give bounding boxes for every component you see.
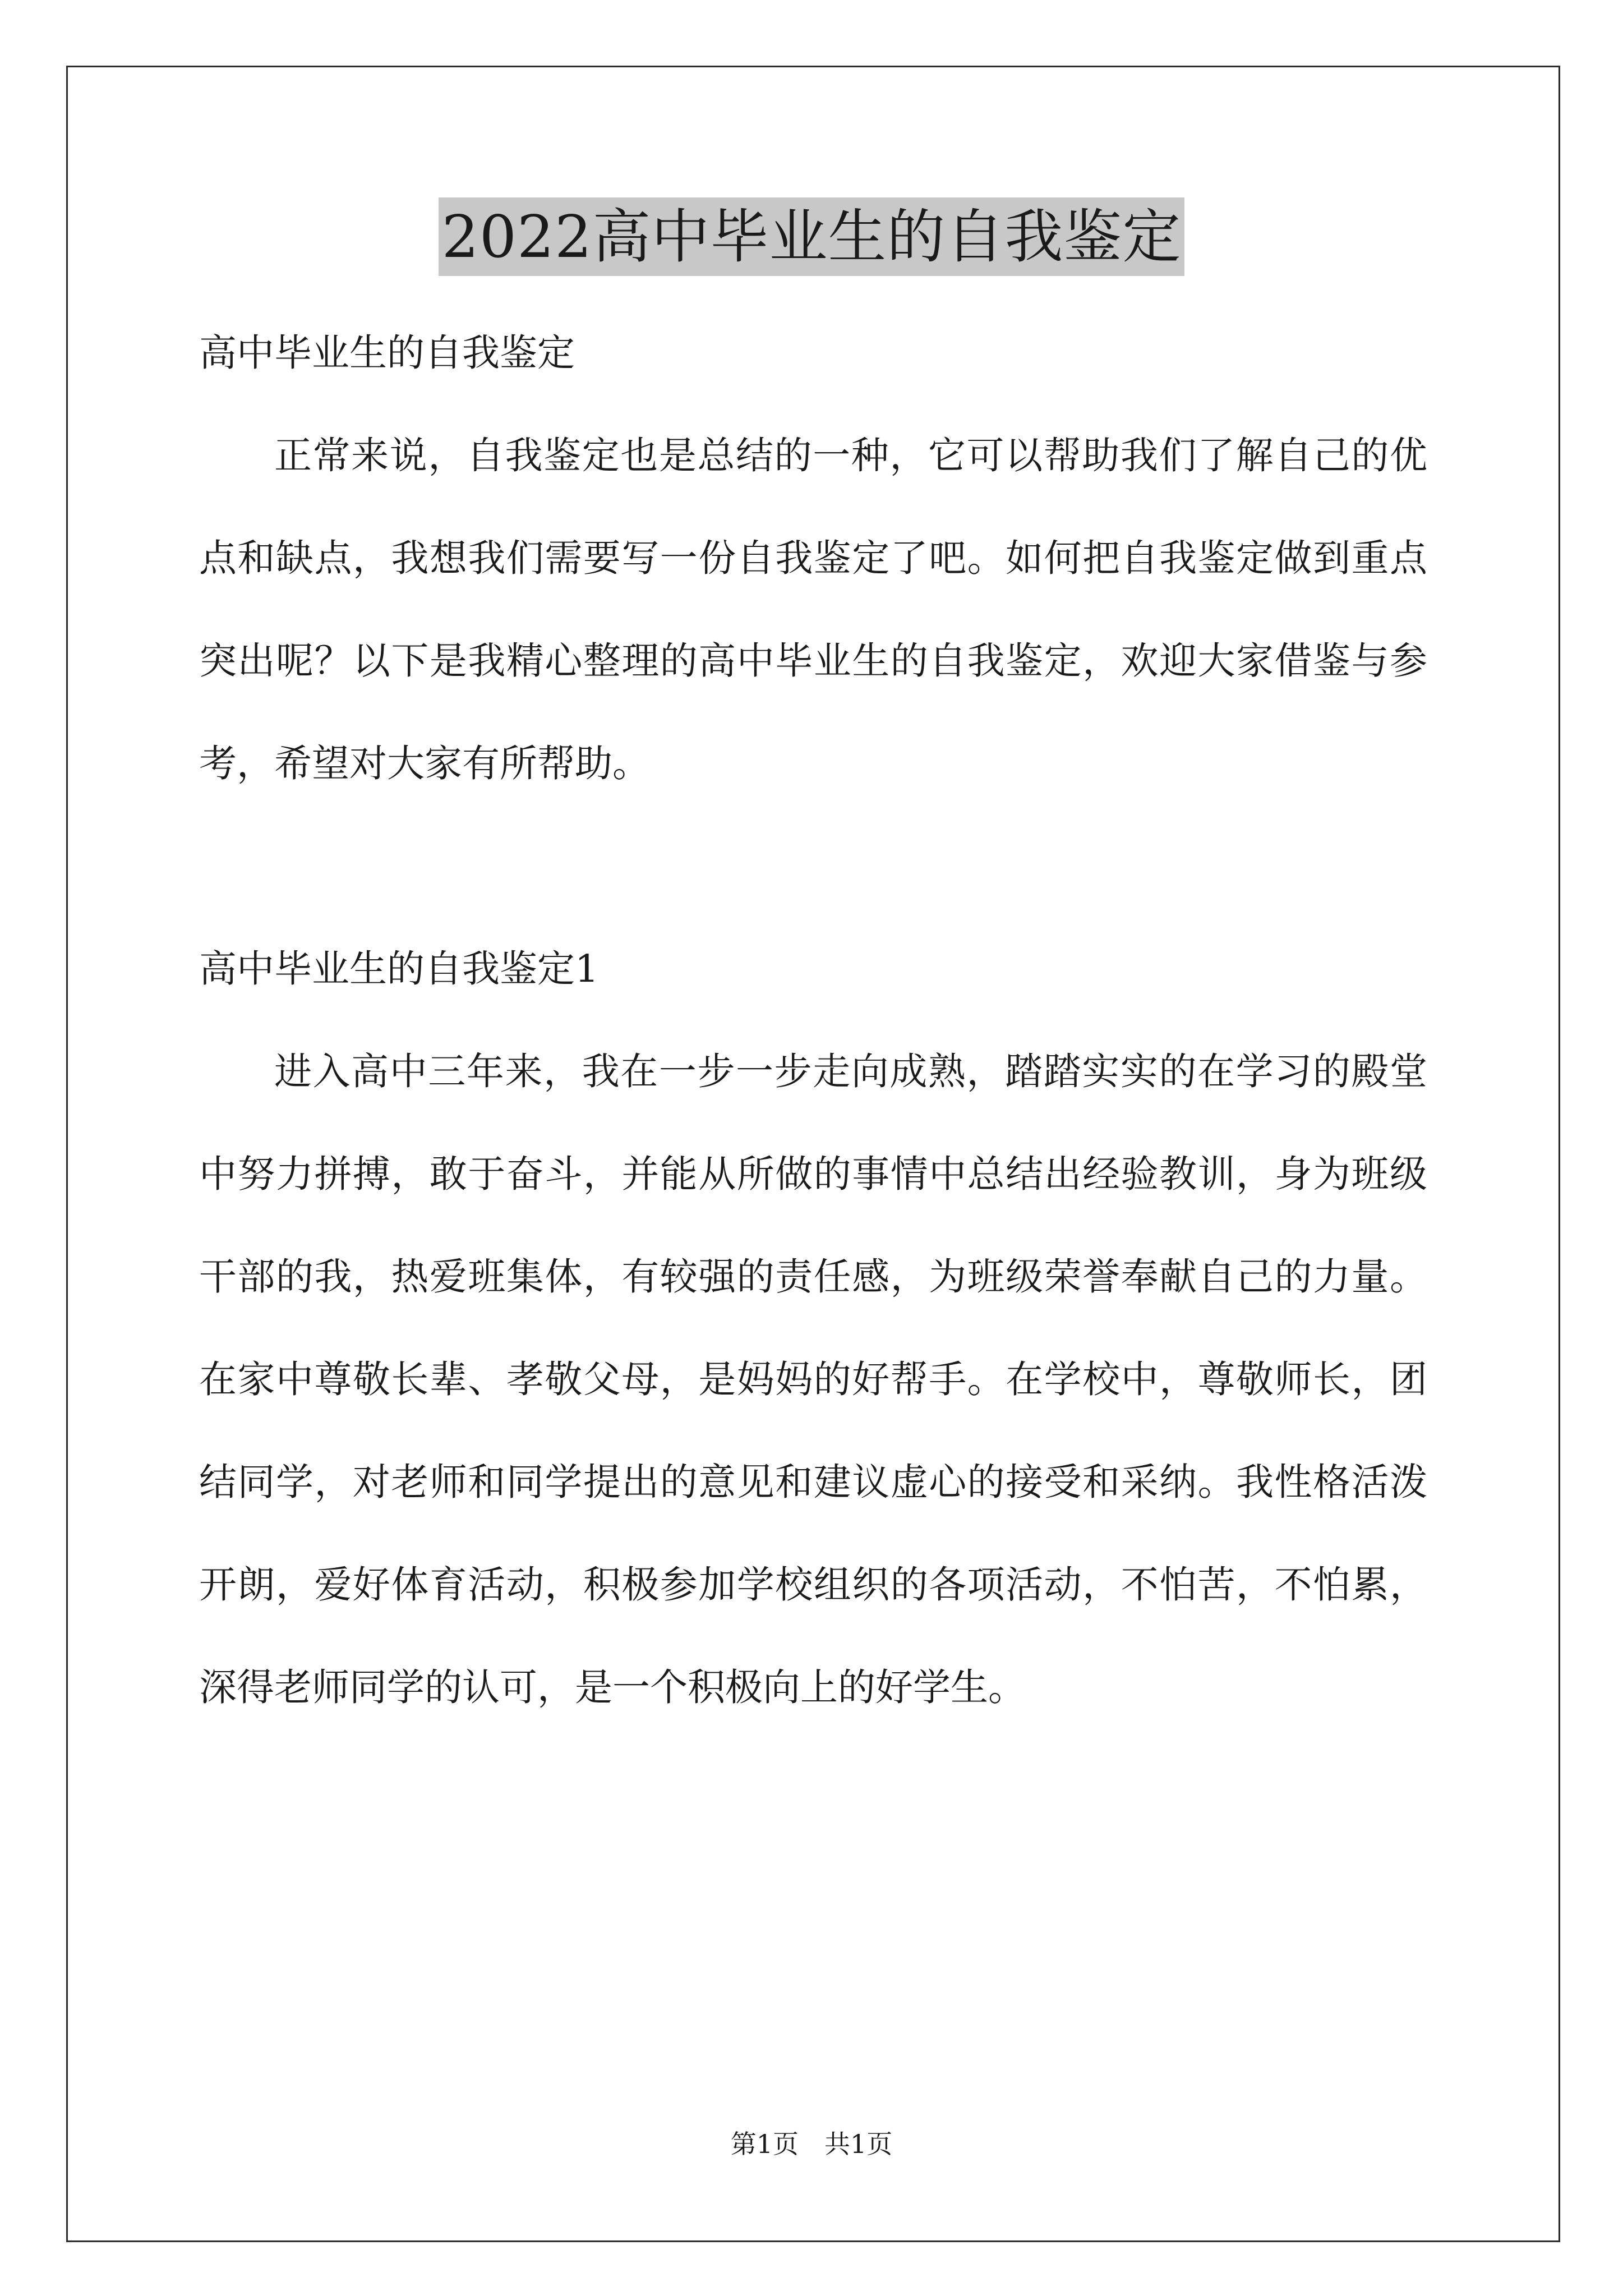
title-wrapper <box>0 197 1623 276</box>
blank-line <box>199 815 1427 918</box>
page-footer <box>0 2127 1623 2161</box>
subtitle: 高中毕业生的自我鉴定 <box>199 331 575 375</box>
page-number: 第1页 <box>730 2129 799 2159</box>
intro-paragraph: 正常来说，自我鉴定也是总结的一种，它可以帮助我们了解自己的优点和缺点，我想我们需要写一份自我鉴定了吧。如何把自我鉴定做到重点突出呢？以下是我精心整理的高中毕业生的自我鉴定，欢迎大家借鉴与参考，希望对大家有所帮助。 <box>199 434 1427 785</box>
section-heading: 高中毕业生的自我鉴定1 <box>199 947 599 991</box>
section-paragraph: 进入高中三年来，我在一步一步走向成熟，踏踏实实的在学习的殿堂中努力拼搏，敢于奋斗，并能从所做的事情中总结出经验教训，身为班级干部的我，热爱班集体，有较强的责任感，为班级荣誉奉献自己的力量。在家中尊敬长辈、孝敬父母，是妈妈的好帮手。在学校中，尊敬师长，团结同学，对老师和同学提出的意见和建议虚心的接受和采纳。我性格活泼开朗，爱好体育活动，积极参加学校组织的各项活动，不怕苦，不怕累，深得老师同学的认可，是一个积极向上的好学生。 <box>199 1050 1427 1709</box>
document-body <box>199 302 1427 1739</box>
page-total: 共1页 <box>824 2129 893 2159</box>
document-title: 2022高中毕业生的自我鉴定 <box>439 197 1185 276</box>
